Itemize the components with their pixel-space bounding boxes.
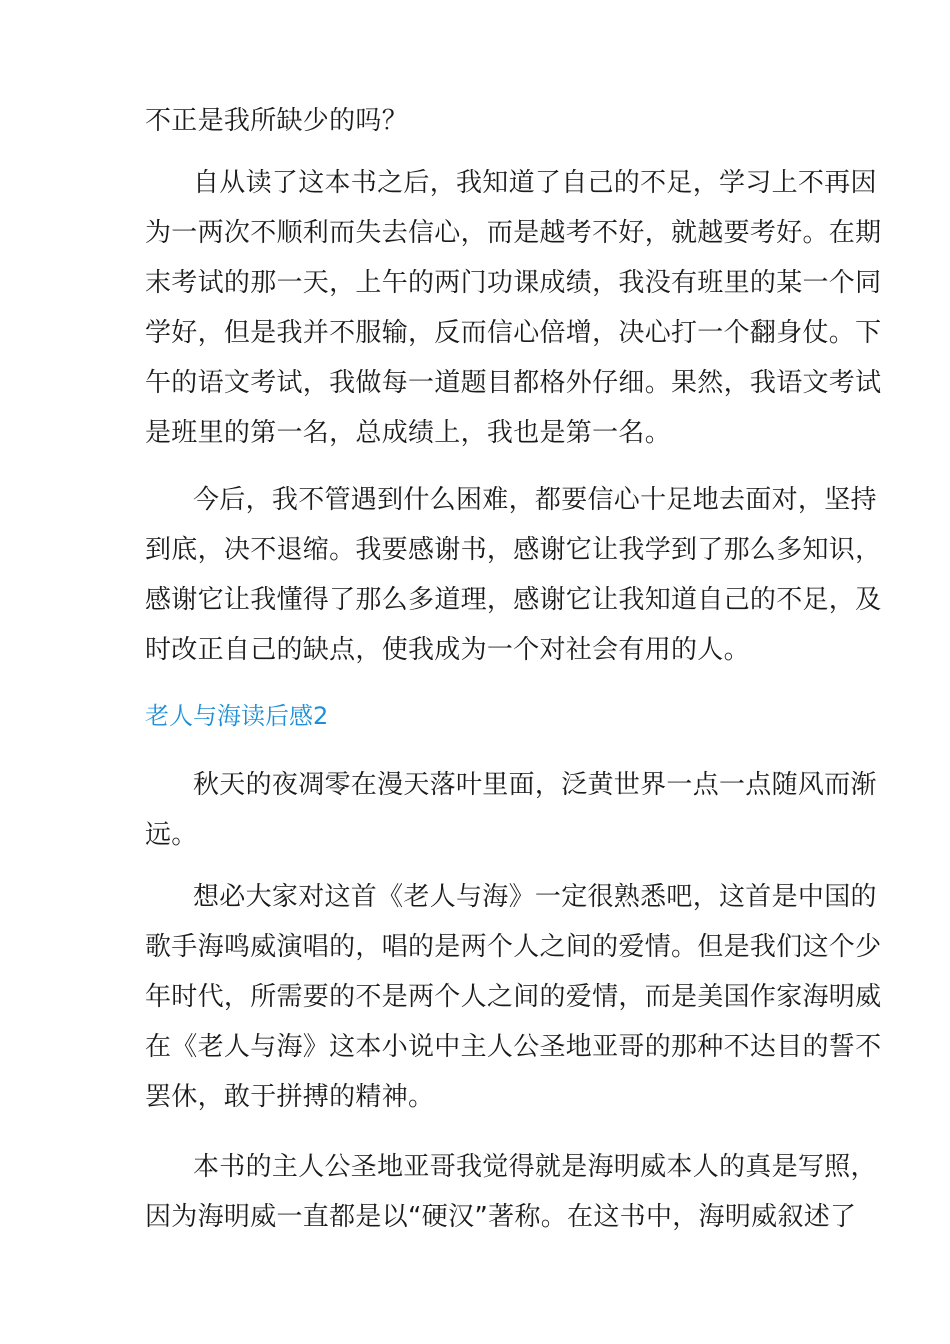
paragraph-2-line-1: 自从读了这本书之后，我知道了自己的不足，学习上不再因: [193, 168, 877, 198]
paragraph-5-line-4: 在《老人与海》这本小说中主人公圣地亚哥的那种不达目的誓不: [145, 1032, 882, 1062]
paragraph-3-line-3: 感谢它让我懂得了那么多道理，感谢它让我知道自己的不足，及: [145, 585, 882, 615]
paragraph-6-line-2: 因为海明威一直都是以“硬汉”著称。在这书中，海明威叙述了: [145, 1202, 857, 1232]
paragraph-2-line-2: 为一两次不顺利而失去信心，而是越考不好，就越要考好。在期: [145, 218, 882, 248]
paragraph-2-line-3: 末考试的那一天，上午的两门功课成绩，我没有班里的某一个同: [145, 268, 882, 298]
paragraph-5-line-3: 年时代，所需要的不是两个人之间的爱情，而是美国作家海明威: [145, 982, 882, 1012]
paragraph-1-line-1: 不正是我所缺少的吗？: [145, 106, 409, 136]
paragraph-4-line-1: 秋天的夜凋零在漫天落叶里面，泛黄世界一点一点随风而渐: [193, 770, 877, 800]
paragraph-5-line-5: 罢休，敢于拼搏的精神。: [145, 1082, 435, 1112]
section-heading: 老人与海读后感2: [145, 702, 329, 730]
paragraph-2-line-4: 学好，但是我并不服输，反而信心倍增，决心打一个翻身仗。下: [145, 318, 882, 348]
paragraph-3-line-4: 时改正自己的缺点，使我成为一个对社会有用的人。: [145, 635, 750, 665]
paragraph-5-line-1: 想必大家对这首《老人与海》一定很熟悉吧，这首是中国的: [193, 882, 877, 912]
paragraph-2-line-5: 午的语文考试，我做每一道题目都格外仔细。果然，我语文考试: [145, 368, 882, 398]
paragraph-4-line-2: 远。: [145, 820, 198, 850]
paragraph-3-line-2: 到底，决不退缩。我要感谢书，感谢它让我学到了那么多知识，: [145, 535, 882, 565]
paragraph-5-line-2: 歌手海鸣威演唱的，唱的是两个人之间的爱情。但是我们这个少: [145, 932, 882, 962]
paragraph-2-line-6: 是班里的第一名，总成绩上，我也是第一名。: [145, 418, 672, 448]
paragraph-6-line-1: 本书的主人公圣地亚哥我觉得就是海明威本人的真是写照，: [193, 1152, 877, 1182]
paragraph-3-line-1: 今后，我不管遇到什么困难，都要信心十足地去面对，坚持: [193, 485, 877, 515]
